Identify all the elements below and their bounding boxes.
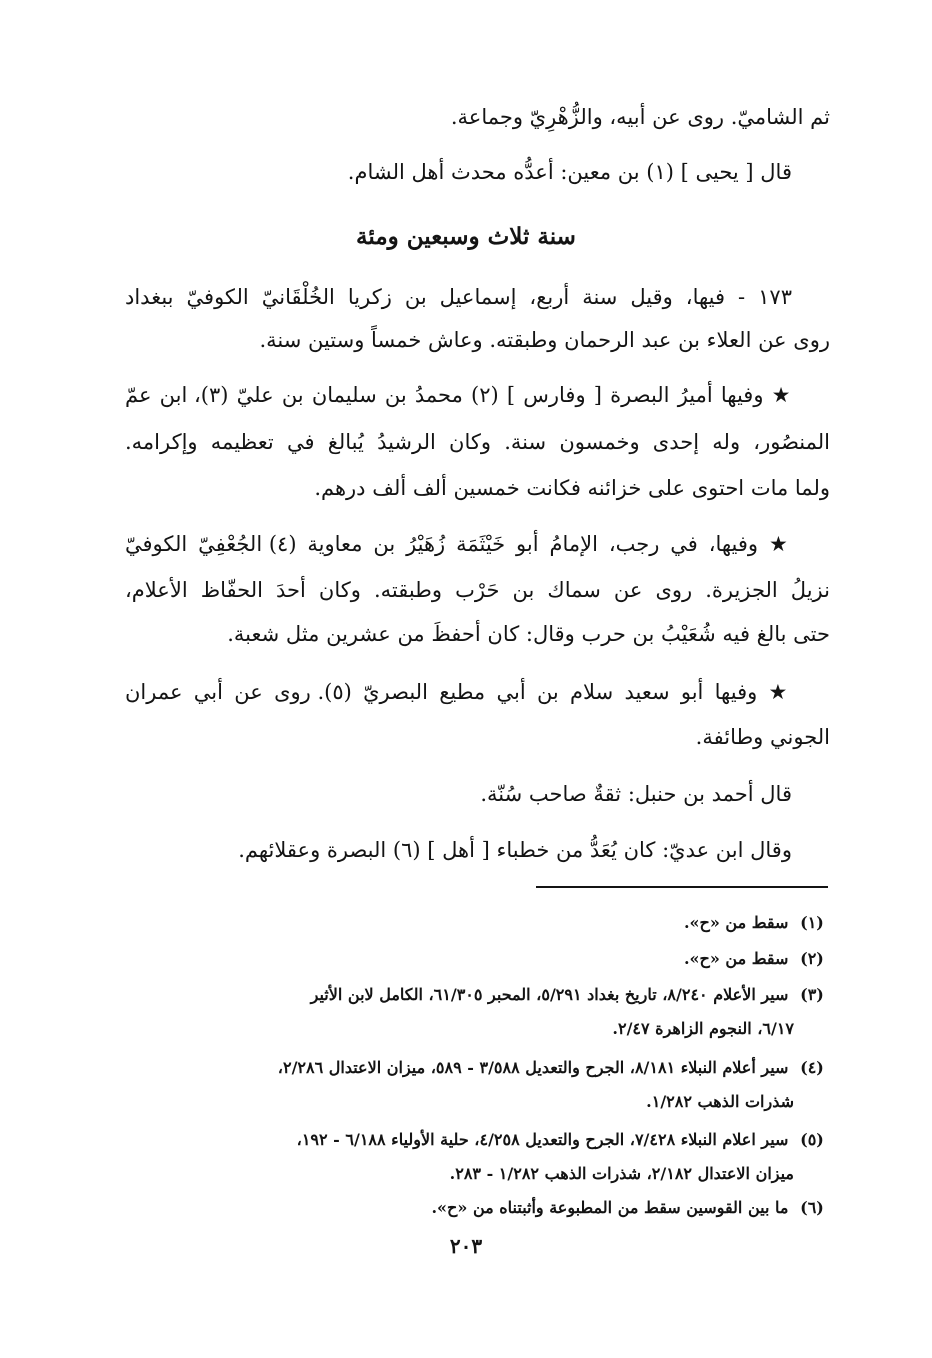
footnote-continuation: شذرات الذهب ١/٢٨٢.: [646, 1092, 794, 1111]
section-heading: سنة ثلاث وسبعين ومئة: [356, 223, 576, 250]
text-line: الجوني وطائفة.: [695, 725, 830, 749]
footnote-text: سقط من «ح».: [683, 949, 789, 968]
text-line: وقال ابن عديّ: كان يُعَدُّ من خطباء [ أهل ] (٦) البصرة وعقلائهم.: [238, 838, 792, 862]
footnote-number: (٦): [800, 1198, 824, 1217]
text-line: روى عن العلاء بن عبد الرحمان وطبقته. وعاش خمساً وستين سنة.: [259, 328, 830, 352]
footnote-continuation: ميزان الاعتدال ٢/١٨٢، شذرات الذهب ١/٢٨٢ - ٢٨٣.: [449, 1164, 794, 1183]
text-line: قال أحمد بن حنبل: ثقةٌ صاحب سُنّة.: [480, 782, 792, 806]
footnote-number: (٥): [800, 1130, 824, 1149]
footnote: [125, 1122, 830, 1158]
footnote: [125, 941, 830, 977]
text-line: ★ وفيها أميرُ البصرة [ وفارس ] (٢) محمدُ بن سليمان بن عليّ (٣)، ابن عمّ: [125, 383, 792, 407]
footnote-number: (٤): [800, 1058, 824, 1077]
footnote-text: سير أعلام النبلاء ٨/١٨١، الجرح والتعديل ٣/٥٨٨ - ٥٨٩، ميزان الاعتدال ٢/٢٨٦،: [277, 1058, 789, 1077]
footnote-number: (١): [800, 913, 824, 932]
page-number: ٢٠٣: [449, 1234, 483, 1258]
text-line: نزيلُ الجزيرة. روى عن سماك بن حَرْب وطبقته. وكان أحدَ الحفّاظ الأعلام،: [125, 578, 830, 602]
text-line: ١٧٣ - فيها، وقيل سنة أربع، إسماعيل بن زكريا الخُلْقَانيّ الكوفيّ ببغداد: [125, 285, 792, 309]
text-line: ثم الشاميّ. روى عن أبيه، والزُّهْرِيّ وجماعة.: [450, 105, 830, 129]
footnote: [125, 1050, 830, 1086]
footnote: [125, 1190, 830, 1226]
footnote: [125, 977, 830, 1013]
text-line: ★ وفيها أبو سعيد سلام بن أبي مطيع البصريّ (٥). روى عن أبي عمران: [125, 680, 792, 704]
footnote-text: سقط من «ح».: [683, 913, 789, 932]
footnote-text: سير اعلام النبلاء ٧/٤٢٨، الجرح والتعديل ٤/٢٥٨، حلية الأولياء ٦/١٨٨ - ١٩٢،: [296, 1130, 789, 1149]
text-line: حتى بالغ فيه شُعَيْبُ بن حرب وقال: كان أحفظَ من عشرين مثل شعبة.: [227, 622, 830, 646]
footnote-continuation: ٦/١٧، النجوم الزاهرة ٢/٤٧.: [612, 1019, 794, 1038]
text-line: ★ وفيها، في رجب، الإمامُ أبو خَيْثَمَة زُهَيْرُ بن معاوية (٤) الجُعْفِيّ الكوفيّ: [125, 532, 792, 556]
footnote-text: ما بين القوسين سقط من المطبوعة وأثبتناه من «ح».: [431, 1198, 789, 1217]
footnote-number: (٣): [800, 985, 824, 1004]
footnote-text: سير الأعلام ٨/٢٤٠، تاريخ بغداد ٥/٢٩١، المحبر ٦١/٣٠٥، الكامل لابن الأثير: [310, 985, 789, 1004]
footnote: [125, 905, 830, 941]
footnote-number: (٢): [800, 949, 824, 968]
text-line: ولما مات احتوى على خزائنه فكانت خمسين ألف ألف درهم.: [314, 476, 830, 500]
text-line: قال [ يحيى ] (١) بن معين: أعدُّه محدث أهل الشام.: [347, 160, 792, 184]
footnote-divider: [536, 886, 828, 888]
text-line: المنصُور، وله إحدى وخمسون سنة. وكان الرشيدُ يُبالغ في تعظيمه وإكرامه.: [125, 430, 830, 454]
